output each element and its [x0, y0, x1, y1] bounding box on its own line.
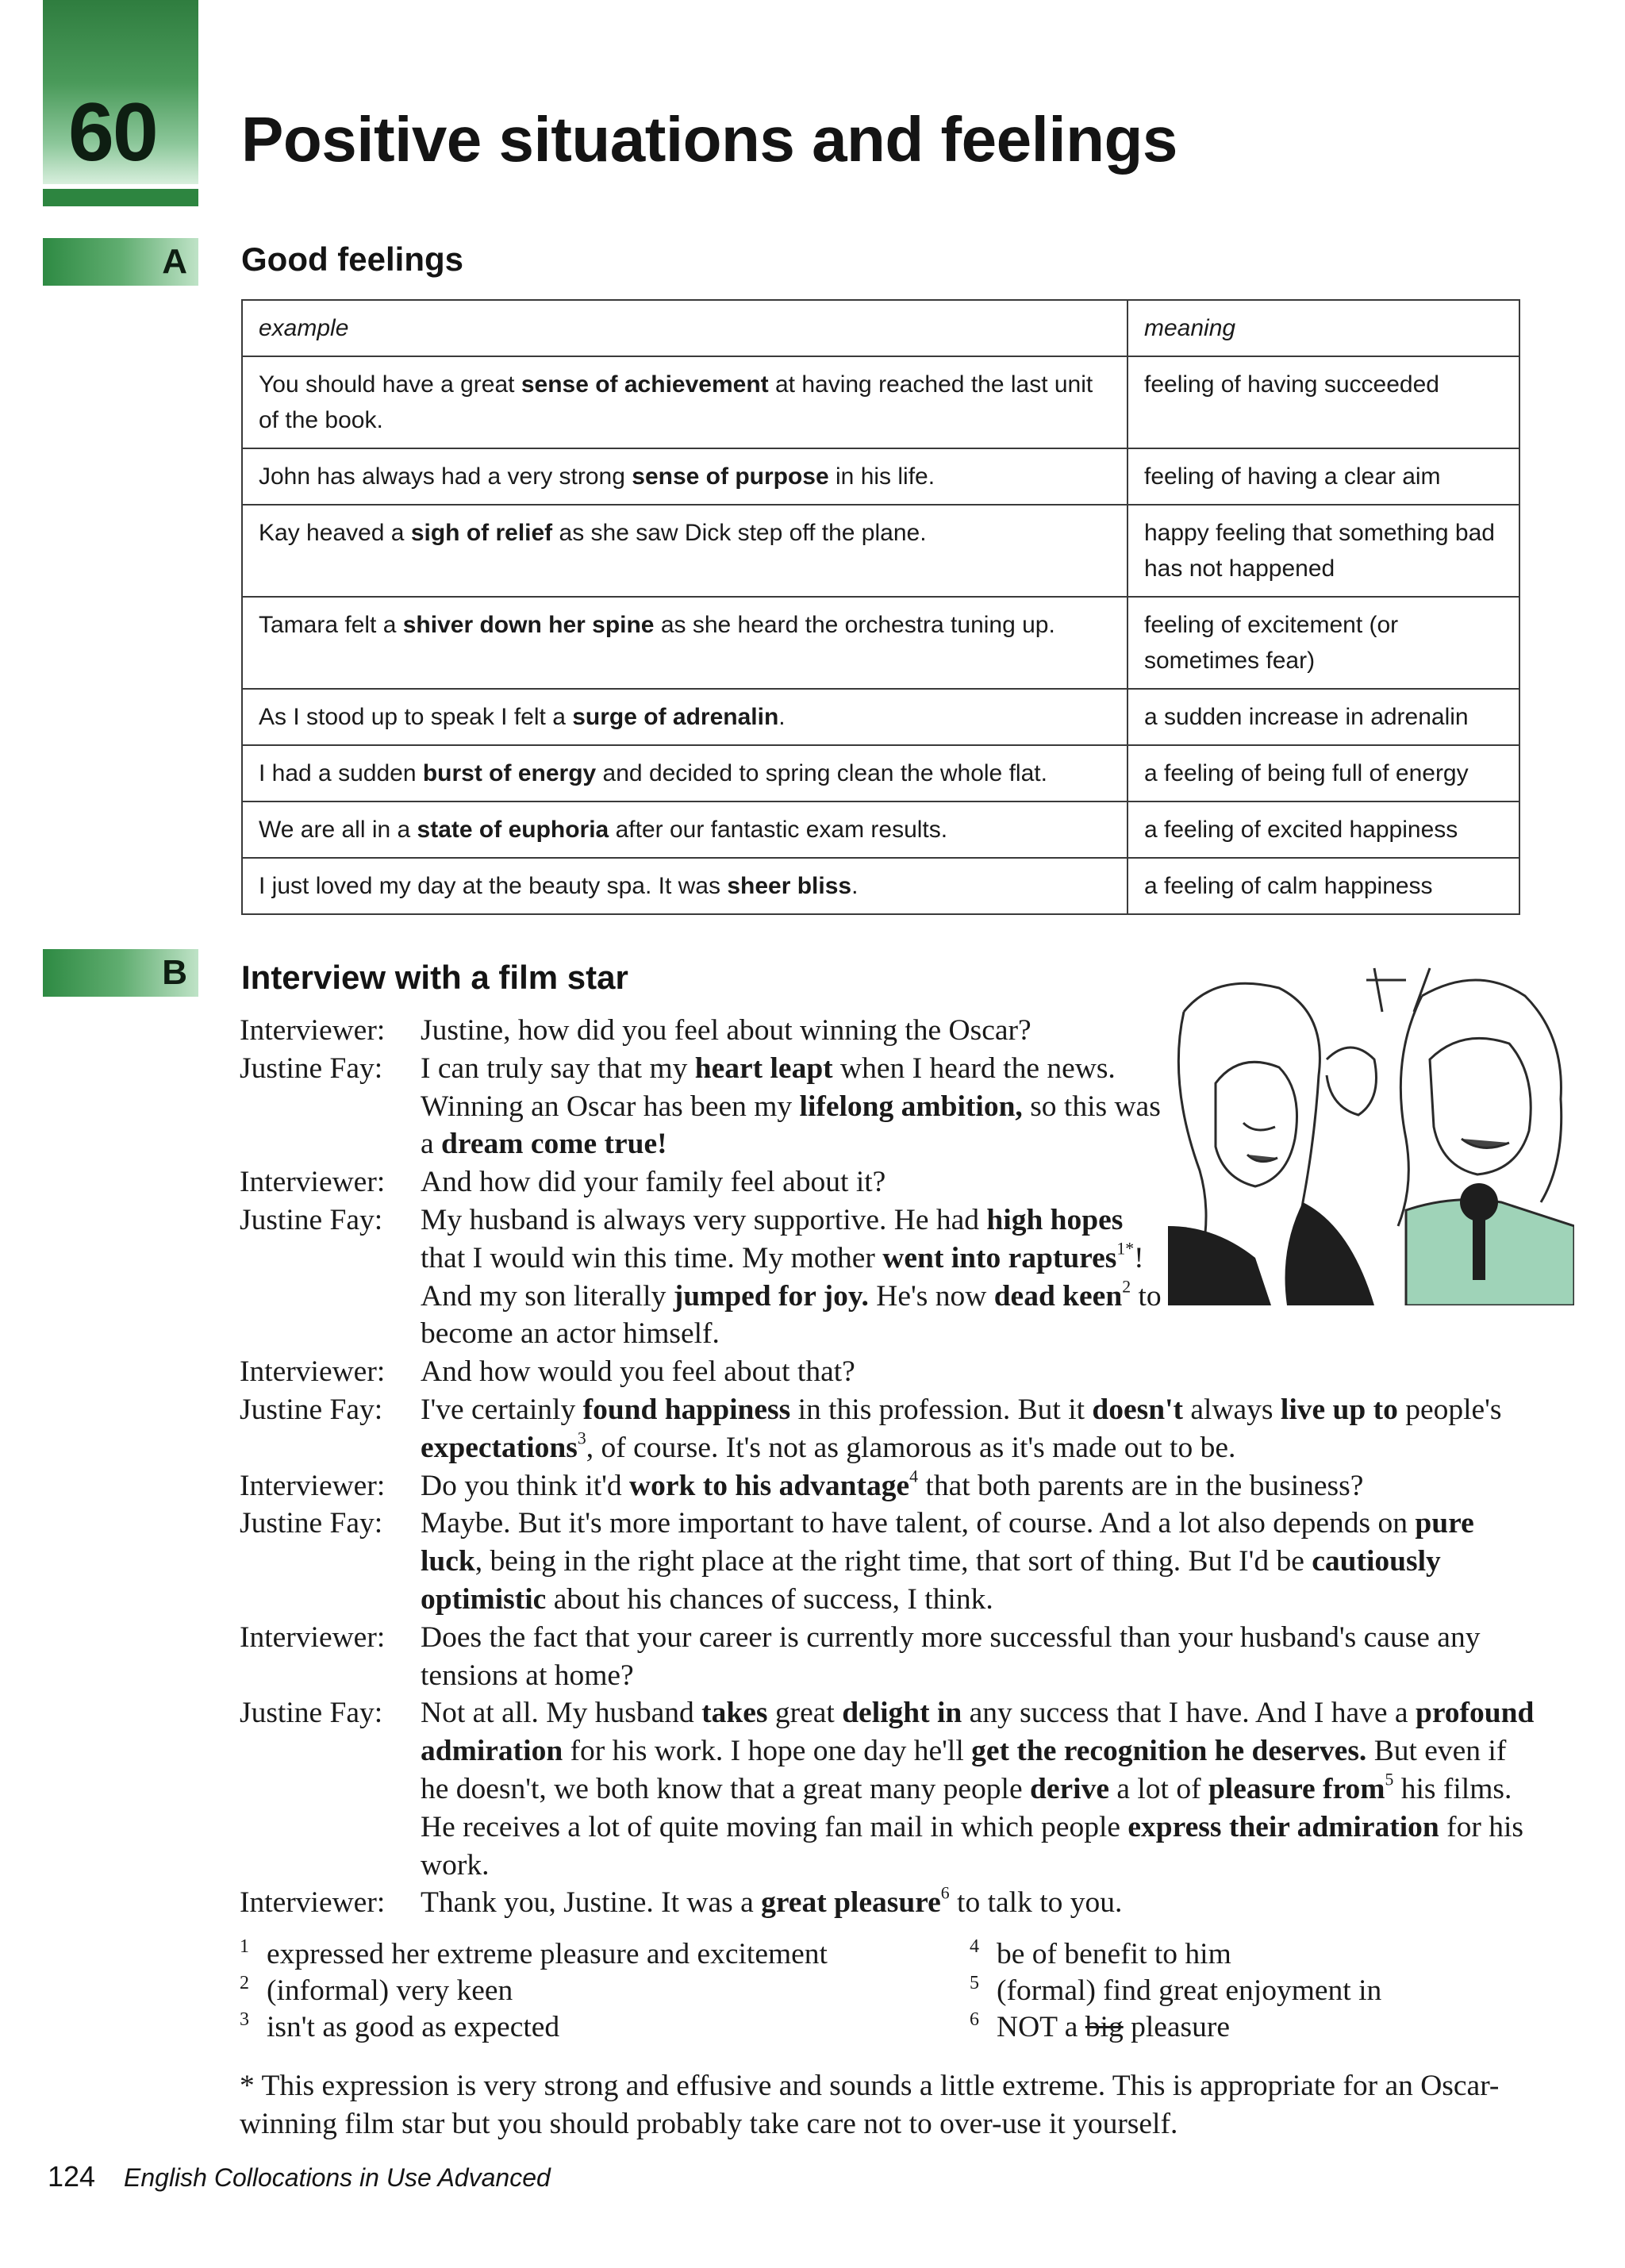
meaning-cell: feeling of excitement (or sometimes fear) [1128, 597, 1519, 689]
text-run: his films. He receives a lot of quite moving fan mail in which people [421, 1772, 1512, 1843]
text-run: My husband is always very supportive. He had [421, 1203, 987, 1236]
footnote-marker: 1* [1116, 1239, 1135, 1259]
text-run: for his work. I hope one day he'll [563, 1735, 972, 1768]
interview-turn [240, 1353, 1541, 1391]
table-row [242, 689, 1519, 745]
collocation: express their admiration [1128, 1810, 1439, 1843]
example-text: As I stood up to speak I felt a [259, 704, 573, 730]
text-run: ! And my son literally [421, 1241, 1144, 1313]
footnote: 1 expressed her extreme pleasure and excitement [240, 1935, 828, 1970]
table-row [242, 858, 1519, 914]
turn-text [421, 1201, 1174, 1353]
example-cell [242, 689, 1128, 745]
meaning-cell: feeling of having succeeded [1128, 356, 1519, 448]
header-example: example [242, 300, 1128, 356]
text-run: I've certainly [421, 1393, 583, 1426]
footnote-marker: 5 [1385, 1770, 1394, 1789]
interview-turn [240, 1201, 1541, 1353]
turn-text [421, 1050, 1174, 1163]
turn-text [421, 1694, 1541, 1884]
turn-text [421, 1619, 1541, 1695]
footnote-marker: 3 [577, 1428, 586, 1448]
speaker-label: Justine Fay: [240, 1393, 383, 1426]
text-run: so this was a [421, 1090, 1161, 1161]
footnote-text: NOT a [997, 2011, 1085, 2043]
interview-turn [240, 1884, 1541, 1922]
text-run: when I heard the news. Winning an Oscar has been my [421, 1051, 1116, 1123]
interview-turn [240, 1012, 1541, 1050]
section-b-heading: Interview with a film star [241, 959, 628, 996]
example-text: . [851, 873, 859, 899]
collocation: found happiness [582, 1393, 791, 1426]
collocation: pleasure from [1208, 1772, 1385, 1805]
footnote-text: expressed her extreme pleasure and excitement [267, 1938, 828, 1970]
text-run: great [767, 1697, 843, 1730]
text-run: a lot of [1108, 1772, 1208, 1805]
footnote-text: (informal) very keen [267, 1974, 513, 2007]
collocation: expectations [421, 1431, 578, 1464]
collocation: went into raptures [882, 1241, 1117, 1274]
footnotes-left-column [240, 1936, 970, 2046]
example-text: after our fantastic exam results. [609, 817, 948, 843]
footnote: 6 NOT a big pleasure [970, 2009, 1231, 2043]
footnote: 2 (informal) very keen [240, 1972, 513, 2007]
meaning-cell: feeling of having a clear aim [1128, 448, 1519, 505]
text-run: Justine, how did you feel about winning the Oscar? [421, 1014, 1031, 1047]
turn-text [421, 1505, 1541, 1618]
turn-text [421, 1353, 1541, 1391]
text-run: , of course. It's not as glamorous as it's made out to be. [586, 1431, 1236, 1464]
collocation: derive [1030, 1772, 1109, 1805]
collocation: delight in [842, 1697, 962, 1730]
section-a-letter: A [162, 242, 187, 281]
text-run: people's [1397, 1393, 1502, 1426]
speaker-label: Interviewer: [240, 1886, 386, 1920]
collocation: burst of energy [422, 760, 597, 786]
interview-turn [240, 1694, 1541, 1884]
example-text: John has always had a very strong [259, 463, 632, 490]
section-a-heading: Good feelings [241, 240, 464, 278]
example-cell [242, 597, 1128, 689]
footnote-text: (formal) find great enjoyment in [997, 1974, 1382, 2007]
unit-bar [43, 189, 198, 206]
text-run: Does the fact that your career is currently more successful than your husband's cause any tensions at home? [421, 1620, 1481, 1692]
footnote: 5 (formal) find great enjoyment in [970, 1972, 1382, 2007]
example-cell [242, 448, 1128, 505]
interview-turn [240, 1619, 1541, 1695]
example-text: Kay heaved a [259, 520, 411, 546]
example-cell [242, 858, 1128, 914]
collocation: surge of adrenalin [572, 704, 779, 730]
example-cell [242, 505, 1128, 597]
text-run: that both parents are in the business? [918, 1469, 1364, 1502]
example-cell [242, 801, 1128, 858]
text-run: And how did your family feel about it? [421, 1166, 886, 1199]
interview-turn [240, 1163, 1541, 1201]
interview-turn [240, 1391, 1541, 1467]
footnote-marker: 6 [940, 1884, 950, 1904]
example-text: in his life. [828, 463, 935, 490]
turn-text [421, 1163, 1174, 1201]
collocation: sigh of relief [410, 520, 553, 546]
example-text: Tamara felt a [259, 612, 403, 638]
collocation: doesn't [1092, 1393, 1184, 1426]
collocation: lifelong ambition, [799, 1090, 1023, 1123]
section-a-tab [43, 238, 198, 286]
turn-text [421, 1467, 1541, 1505]
collocation: great pleasure [761, 1886, 941, 1920]
text-run: that I would win this time. My mother [421, 1241, 883, 1274]
collocation: pure luck [421, 1507, 1474, 1578]
turn-text [421, 1884, 1541, 1922]
collocation: profound admiration [421, 1697, 1535, 1768]
text-run: to talk to you. [949, 1886, 1123, 1920]
collocation: heart leapt [694, 1051, 833, 1085]
text-run: Thank you, Justine. It was a [421, 1886, 762, 1920]
footnote-marker: 2 [1122, 1277, 1131, 1297]
collocation: cautiously optimistic [421, 1545, 1441, 1616]
example-text: We are all in a [259, 817, 417, 843]
example-cell [242, 356, 1128, 448]
meaning-cell: a feeling of calm happiness [1128, 858, 1519, 914]
text-run: , being in the right place at the right time, that sort of thing. But I'd be [474, 1545, 1312, 1578]
text-run: And how would you feel about that? [421, 1355, 855, 1389]
footnote: 3 isn't as good as expected [240, 2009, 560, 2043]
speaker-label: Interviewer: [240, 1166, 386, 1199]
interview-turn [240, 1505, 1541, 1618]
footnote-text: be of benefit to him [997, 1938, 1231, 1970]
collocation: sense of purpose [632, 463, 829, 490]
collocation: high hopes [986, 1203, 1124, 1236]
footnote-strike: big [1085, 2011, 1124, 2043]
collocation: dead keen [993, 1279, 1123, 1313]
text-run: always [1183, 1393, 1281, 1426]
table-row [242, 505, 1519, 597]
footnotes-right-column [970, 1936, 1525, 2046]
footnote-marker: 4 [909, 1467, 919, 1486]
speaker-label: Interviewer: [240, 1355, 386, 1389]
text-run: to become an actor himself. [421, 1279, 1162, 1351]
speaker-label: Interviewer: [240, 1014, 386, 1047]
collocation: jumped for joy. [673, 1279, 869, 1313]
example-text: at having reached the last unit of the book. [259, 371, 1093, 433]
table-row [242, 801, 1519, 858]
text-run: for his work. [421, 1810, 1523, 1882]
text-run: Not at all. My husband [421, 1697, 702, 1730]
example-text: as she saw Dick step off the plane. [552, 520, 927, 546]
collocation: get the recognition he deserves. [971, 1735, 1367, 1768]
text-run: about his chances of success, I think. [546, 1582, 993, 1616]
collocation: takes [701, 1697, 768, 1730]
header-meaning: meaning [1128, 300, 1519, 356]
table-row [242, 448, 1519, 505]
book-title: English Collocations in Use Advanced [124, 2163, 551, 2192]
collocation: work to his advantage [629, 1469, 910, 1502]
page-number: 124 [48, 2160, 96, 2193]
speaker-label: Justine Fay: [240, 1051, 383, 1085]
example-text: I just loved my day at the beauty spa. It was [259, 873, 728, 899]
example-text: I had a sudden [259, 760, 423, 786]
text-run: Maybe. But it's more important to have talent, of course. And a lot also depends on [421, 1507, 1416, 1540]
meaning-cell: a sudden increase in adrenalin [1128, 689, 1519, 745]
example-cell [242, 745, 1128, 801]
speaker-label: Interviewer: [240, 1469, 386, 1502]
collocation: dream come true! [441, 1128, 667, 1161]
collocation: sheer bliss [727, 873, 852, 899]
footnote-text: isn't as good as expected [267, 2011, 560, 2043]
meaning-cell: happy feeling that something bad has not happened [1128, 505, 1519, 597]
collocation: shiver down her spine [402, 612, 655, 638]
speaker-label: Justine Fay: [240, 1697, 383, 1730]
table-row [242, 745, 1519, 801]
text-run: He's now [868, 1279, 994, 1313]
interview-turn [240, 1050, 1541, 1163]
section-b-tab [43, 949, 198, 997]
example-text: and decided to spring clean the whole flat. [596, 760, 1047, 786]
turn-text [421, 1012, 1174, 1050]
footnote-text: pleasure [1123, 2011, 1231, 2043]
collocation: sense of achievement [521, 371, 769, 398]
example-text: You should have a great [259, 371, 521, 398]
speaker-label: Interviewer: [240, 1620, 386, 1654]
text-run: I can truly say that my [421, 1051, 695, 1085]
footnotes [240, 1936, 1525, 2046]
example-text: as she heard the orchestra tuning up. [654, 612, 1055, 638]
table-header-row [242, 300, 1519, 356]
interview-turn [240, 1467, 1541, 1505]
text-run: any success that I have. And I have a [962, 1697, 1416, 1730]
collocation-table [241, 299, 1520, 915]
meaning-cell: a feeling of being full of energy [1128, 745, 1519, 801]
star-note: * This expression is very strong and effusive and sounds a little extreme. This is appropriate for an Oscar-winning film star but you should probably take care not to over-use it yourself. [240, 2070, 1500, 2140]
collocation: live up to [1280, 1393, 1398, 1426]
text-run: in this profession. But it [790, 1393, 1093, 1426]
table-row [242, 356, 1519, 448]
unit-number: 60 [68, 86, 157, 179]
speaker-label: Justine Fay: [240, 1507, 383, 1540]
turn-text [421, 1391, 1541, 1467]
interview-transcript [240, 1012, 1541, 1922]
example-text: . [778, 704, 786, 730]
speaker-label: Justine Fay: [240, 1203, 383, 1236]
meaning-cell: a feeling of excited happiness [1128, 801, 1519, 858]
footnote: 4 be of benefit to him [970, 1935, 1231, 1970]
section-b-letter: B [162, 953, 187, 992]
text-run: But even if he doesn't, we both know that a great many people [421, 1735, 1507, 1805]
text-run: Do you think it'd [421, 1469, 630, 1502]
collocation: state of euphoria [417, 817, 609, 843]
unit-title: Positive situations and feelings [241, 104, 1177, 175]
table-row [242, 597, 1519, 689]
